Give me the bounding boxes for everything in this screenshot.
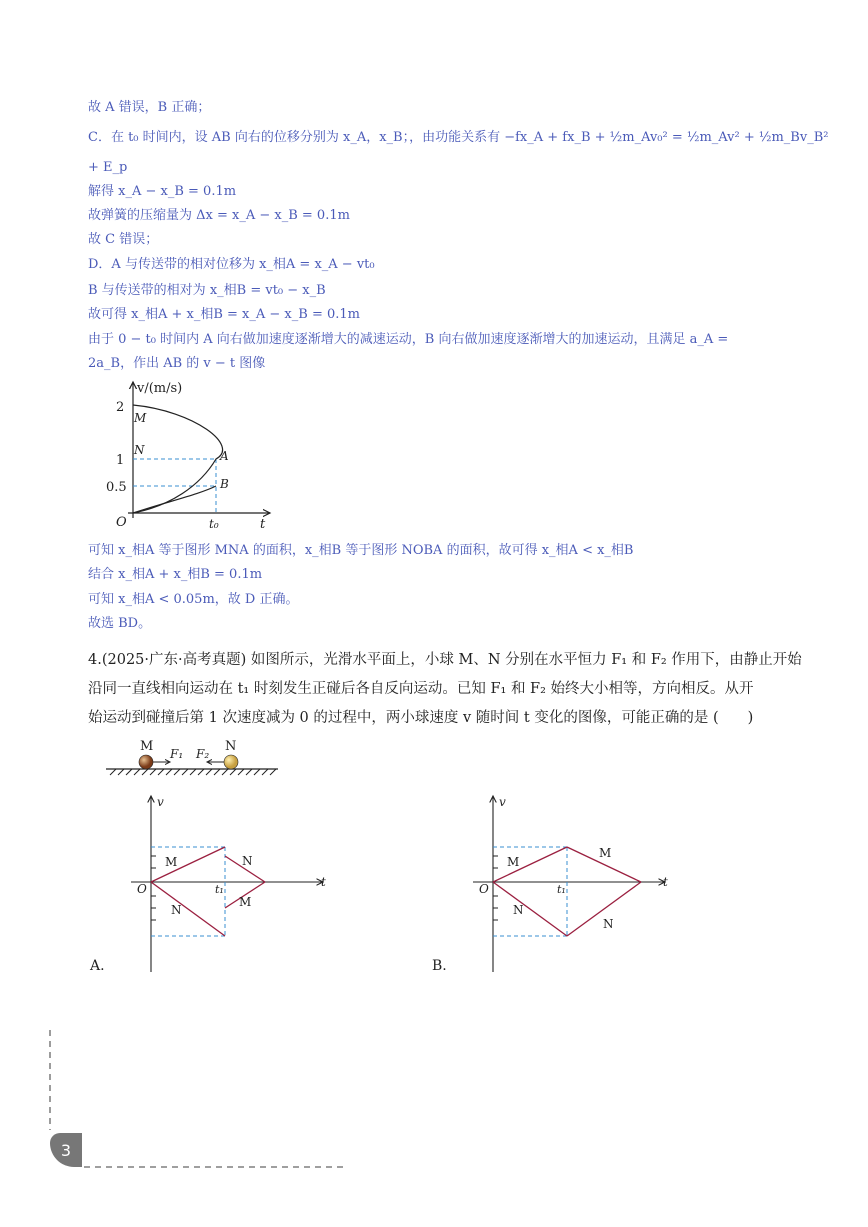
solution-after-1: 可知 x_相A 等于图形 MNA 的面积，x_相B 等于图形 NOBA 的面积，故可得 x_相A < x_相B xyxy=(88,543,634,558)
ball-N xyxy=(224,755,238,769)
page-number: 3 xyxy=(50,1133,82,1167)
option-A-label-M: M xyxy=(165,855,178,869)
solution-after-3: 可知 x_相A < 0.05m，故 D 正确。 xyxy=(88,592,299,607)
solution-line-8: B 与传送带的相对为 x_相B = vt₀ − x_B xyxy=(88,283,326,298)
vt-ytick-2: 2 xyxy=(116,400,125,415)
option-B-tick: t₁ xyxy=(557,883,566,896)
vt-point-N: N xyxy=(134,443,145,457)
vt-xtick: t₀ xyxy=(209,517,219,531)
question-4-line-3: 始运动到碰撞后第 1 次速度减为 0 的过程中，两小球速度 v 随时间 t 变化的图像，可能正确的是 ( ) xyxy=(88,710,754,726)
option-A-origin: O xyxy=(137,882,147,896)
option-A-axis-v: v xyxy=(157,795,164,809)
vt-ylabel: v/(m/s) xyxy=(137,381,183,396)
solution-line-4: 解得 x_A − x_B = 0.1m xyxy=(88,184,237,199)
option-B-axis-t: t xyxy=(663,875,668,889)
solution-line-10: 由于 0 − t₀ 时间内 A 向右做加速度逐渐增大的减速运动，B 向右做加速度逐渐增大的加速运动，且满足 a_A = xyxy=(88,332,729,347)
solution-line-2: C．在 t₀ 时间内，设 AB 向右的位移分别为 x_A，x_B；，由功能关系有 −fx_A + fx_B + ½m_Av₀² = ½m_Av² + ½m_Bv_B² xyxy=(88,130,829,145)
option-A-label-M-after: M xyxy=(239,895,252,909)
option-B-label[interactable]: B. xyxy=(432,958,447,974)
option-A-axis-t: t xyxy=(321,875,326,889)
option-B-graph xyxy=(467,790,677,975)
option-B-label-N: N xyxy=(513,903,524,917)
vt-ytick-05: 0.5 xyxy=(106,480,127,495)
ball-N-label: N xyxy=(225,739,237,754)
vt-point-B: B xyxy=(220,477,229,491)
option-B-axis-v: v xyxy=(499,795,506,809)
solution-line-3: + E_p xyxy=(88,160,128,175)
solution-line-6: 故 C 错误； xyxy=(88,232,159,247)
option-B-label-N-after: N xyxy=(603,917,614,931)
page-margin-decoration xyxy=(40,1030,360,1175)
solution-after-2: 结合 x_相A + x_相B = 0.1m xyxy=(88,567,263,582)
solution-line-7: D．A 与传送带的相对位移为 x_相A = x_A − vt₀ xyxy=(88,257,375,272)
vt-figure xyxy=(100,376,280,536)
vt-xlabel: t xyxy=(260,517,266,532)
question-4-line-2: 沿同一直线相向运动在 t₁ 时刻发生正碰后各自反向运动。已知 F₁ 和 F₂ 始终大小相等，方向相反。从开 xyxy=(88,681,754,697)
vt-curve-B xyxy=(133,486,216,513)
solution-after-4: 故选 BD。 xyxy=(88,616,152,631)
option-A-tick: t₁ xyxy=(215,883,224,896)
option-A-label[interactable]: A. xyxy=(90,958,105,974)
option-B-origin: O xyxy=(479,882,489,896)
force-F1-label: F₁ xyxy=(170,747,184,761)
question-4-line-1: 4.(2025·广东·高考真题) 如图所示，光滑水平面上，小球 M、N 分别在水平恒力 F₁ 和 F₂ 作用下，由静止开始 xyxy=(88,652,802,668)
vt-origin: O xyxy=(116,515,127,530)
option-B-label-M: M xyxy=(507,855,520,869)
option-A-graph xyxy=(125,790,335,975)
ball-M-label: M xyxy=(140,739,154,754)
vt-point-A: A xyxy=(220,449,229,463)
force-F2-label: F₂ xyxy=(196,747,210,761)
solution-line-9: 故可得 x_相A + x_相B = x_A − x_B = 0.1m xyxy=(88,307,360,322)
setup-figure xyxy=(100,738,285,778)
solution-line-1: 故 A 错误，B 正确； xyxy=(88,100,211,115)
option-A-label-N: N xyxy=(171,903,182,917)
option-A-label-N-after: N xyxy=(242,854,253,868)
vt-ytick-1: 1 xyxy=(116,453,125,468)
ball-M xyxy=(139,755,153,769)
vt-point-M: M xyxy=(134,411,147,425)
solution-line-11: 2a_B，作出 AB 的 v − t 图像 xyxy=(88,356,266,371)
solution-line-5: 故弹簧的压缩量为 Δx = x_A − x_B = 0.1m xyxy=(88,208,350,223)
option-B-label-M-after: M xyxy=(599,846,612,860)
